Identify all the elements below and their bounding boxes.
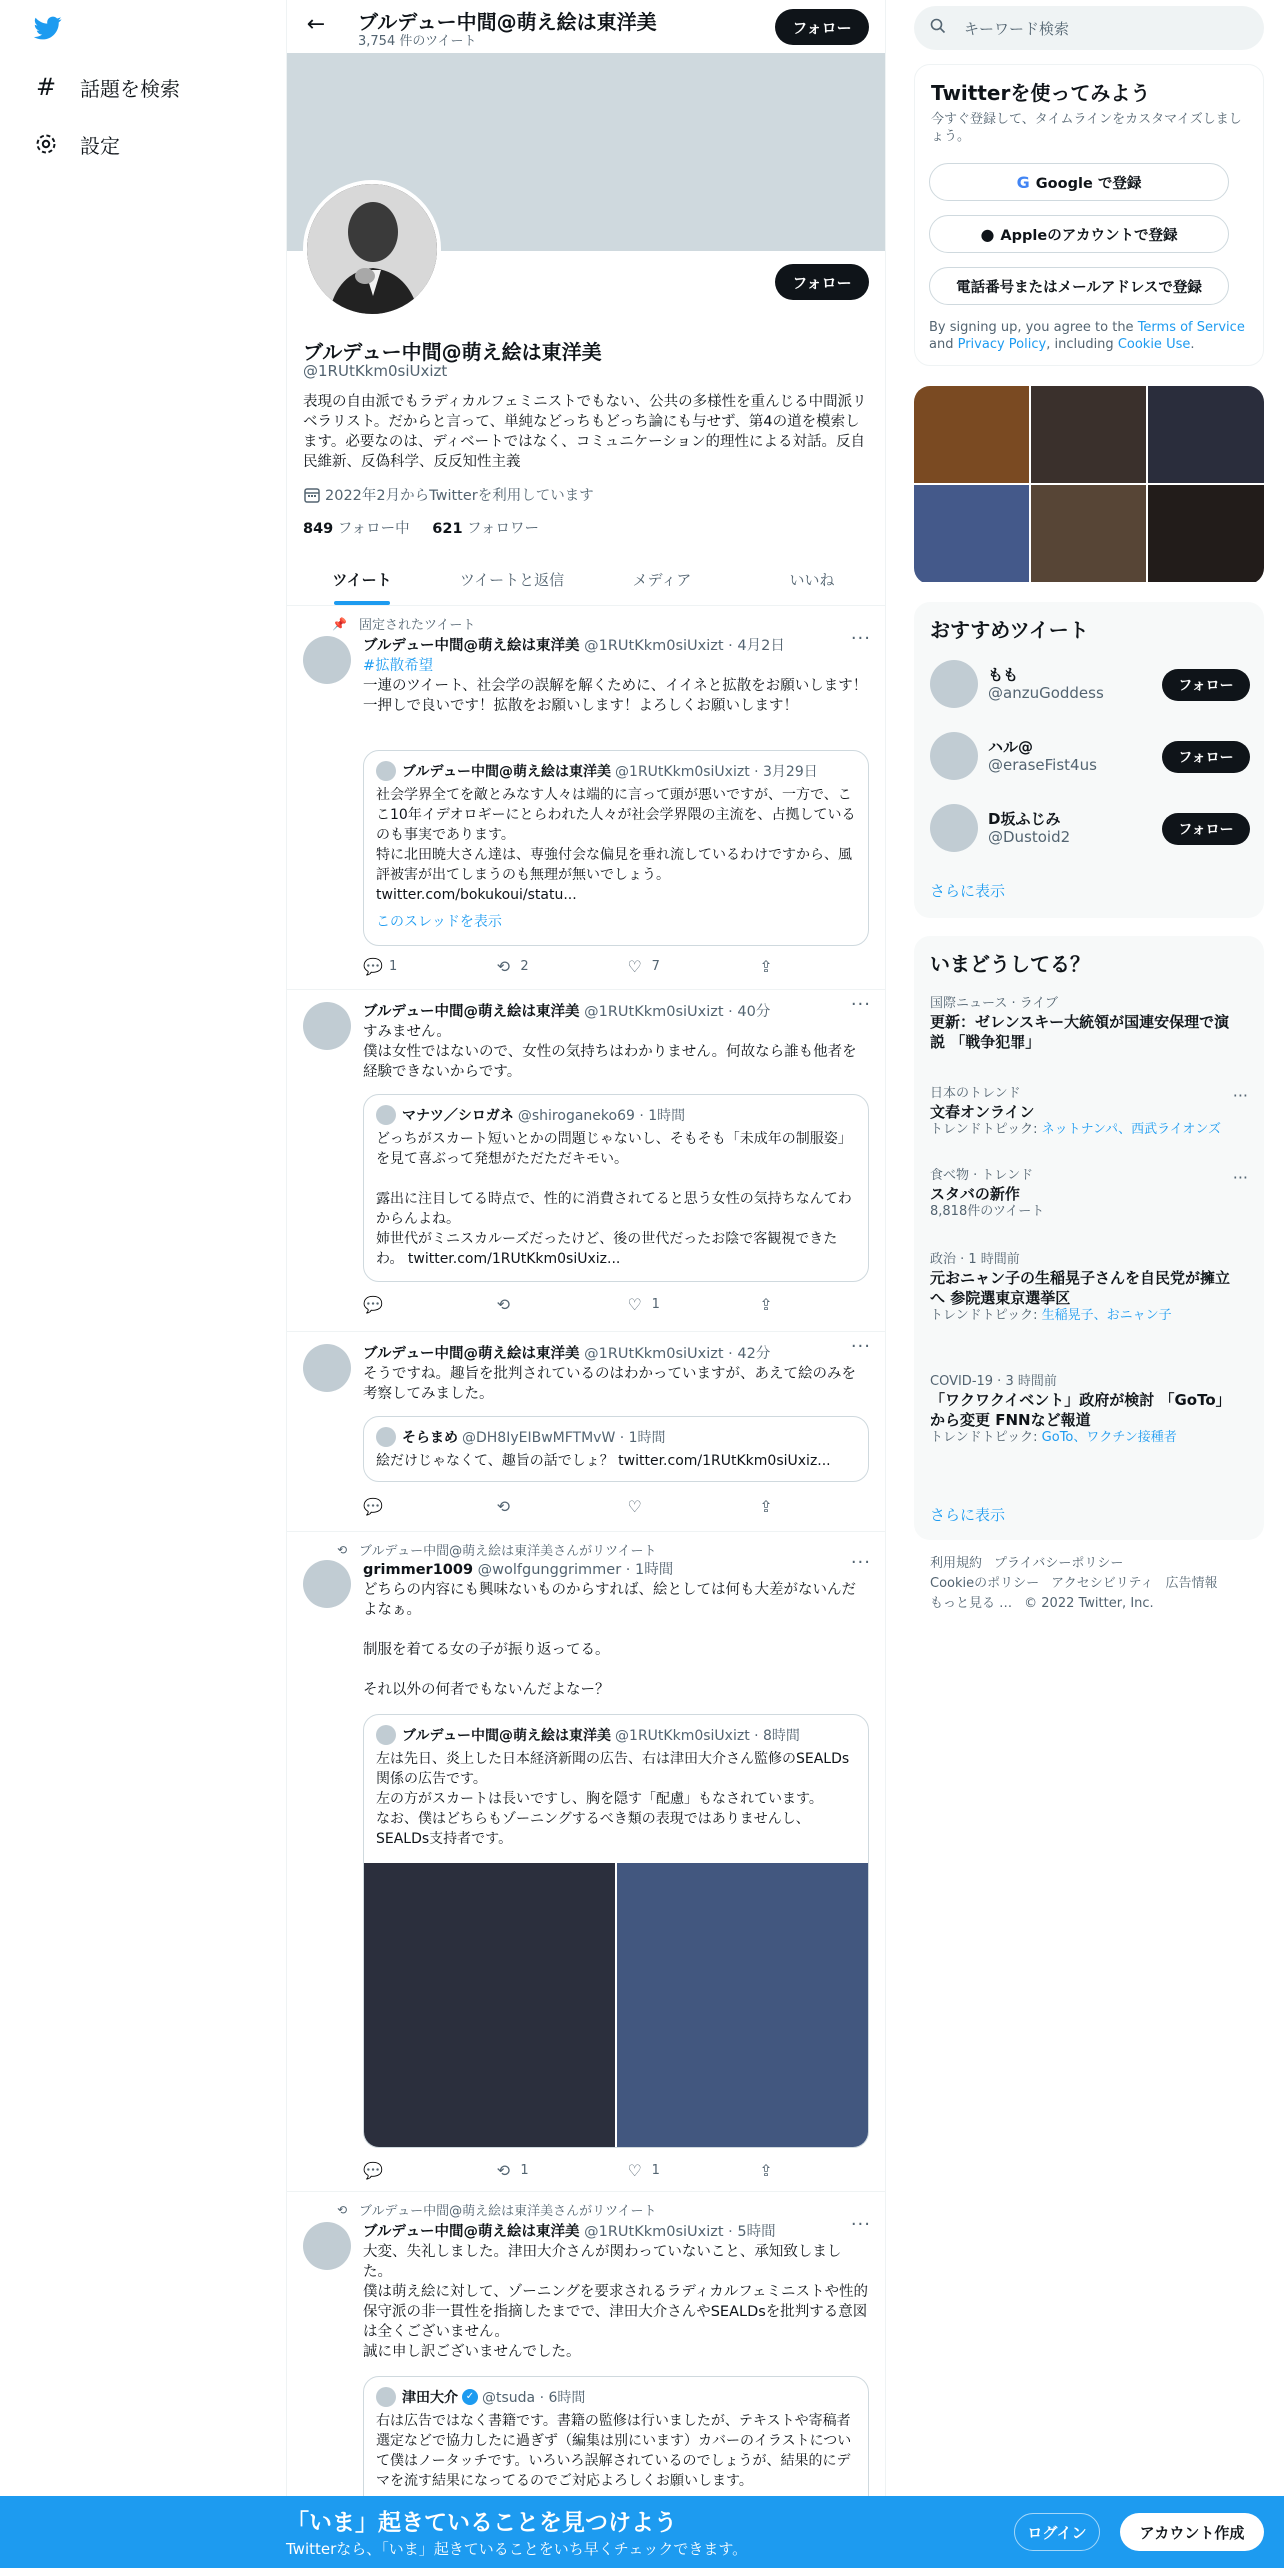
- google-signup-button[interactable]: G Google で登録: [929, 163, 1229, 201]
- avatar[interactable]: [303, 1002, 351, 1050]
- followers-link[interactable]: 621 フォロワー: [432, 521, 539, 537]
- nav-explore[interactable]: [32, 67, 180, 107]
- quote-image[interactable]: [617, 1863, 869, 2148]
- media-thumb[interactable]: [1148, 485, 1264, 582]
- reply-button[interactable]: 💬 1: [363, 956, 398, 976]
- signup-title: Twitterを使ってみよう: [931, 81, 1151, 105]
- reply-button[interactable]: [363, 1496, 494, 1516]
- tab-tweets-replies[interactable]: ツイートと返信: [459, 570, 565, 589]
- tab-media[interactable]: メディア: [632, 570, 692, 589]
- user-suggestion[interactable]: D坂ふじみ @Dustoid2 フォロー: [930, 804, 1250, 854]
- share-button[interactable]: [757, 1496, 783, 1516]
- retweet-button[interactable]: [494, 1496, 625, 1516]
- gear-icon: [32, 130, 60, 158]
- follow-button[interactable]: フォロー: [1162, 669, 1250, 701]
- quoted-tweet[interactable]: [363, 1094, 869, 1282]
- heart-icon: ♡: [627, 2160, 642, 2180]
- nav-settings-label: 設定: [80, 133, 120, 158]
- create-account-button[interactable]: アカウント作成: [1120, 2513, 1264, 2551]
- tweet-text: 大変、失礼しました。津田大介さんが関わっていないこと、承知致しました。 僕は萌え絵に対して、ゾーニングを要求されるラディカルフェミニストや性的保守派の非一貫性を指摘したまでで、津田大介さんやSEALDsを批判する意図は全くございません。 誠に申し訳ございませんでした。: [363, 2244, 869, 2360]
- nav-explore-label: 話題を検索: [80, 76, 180, 101]
- signup-card: [914, 64, 1264, 366]
- more-icon[interactable]: ···: [1232, 1086, 1248, 1105]
- bottom-bar-title: 「いま」起きていることを見つけよう: [286, 2510, 677, 2536]
- heart-icon: ♡: [627, 1496, 642, 1516]
- footer-link[interactable]: プライバシーポリシー: [994, 1556, 1124, 1571]
- user-suggestion[interactable]: もも @anzuGoddess フォロー: [930, 660, 1250, 710]
- tab-tweets[interactable]: ツイート: [287, 553, 437, 605]
- avatar: [376, 1105, 396, 1125]
- tweet-actions: [363, 1496, 783, 1516]
- quote-text: 社会学界全てを敵とみなす人々は端的に言って頭が悪いですが、一方で、ここ10年イデオロギーにとらわれた人々が社会学界隈の主流を、占拠しているのも事実であります。 特に北田暁大さん達は、専強付会な偏見を垂れ流しているわけですから、風評被害が出てしまうのも無理が無いでしょう。 twitter.com/bokukoui/statu...: [376, 787, 856, 903]
- footer-link[interactable]: Cookieのポリシー: [930, 1576, 1040, 1591]
- avatar: [376, 761, 396, 781]
- share-button[interactable]: [757, 956, 783, 976]
- terms-link[interactable]: Terms of Service: [1137, 320, 1245, 335]
- quote-header: そらまめ @DH8IyEIBwMFTMvW · 1時間: [376, 1427, 666, 1447]
- footer-link[interactable]: もっと見る …: [930, 1596, 1013, 1611]
- avatar[interactable]: [930, 660, 978, 708]
- media-grid: [914, 386, 1264, 584]
- media-thumb[interactable]: [914, 485, 1029, 582]
- bottom-bar-subtitle: Twitterなら、「いま」起きていることをいち早くチェックできます。: [286, 2540, 748, 2558]
- reply-icon: 💬: [363, 1496, 383, 1516]
- search-icon: [930, 18, 946, 38]
- search-input[interactable]: キーワード検索: [964, 19, 1070, 38]
- tweet-header: ブルデュー中間@萌え絵は東洋美 @1RUtKkm0siUxizt · 40分: [363, 1004, 771, 1020]
- tweet-header: ブルデュー中間@萌え絵は東洋美 @1RUtKkm0siUxizt · 5時間: [363, 2224, 776, 2240]
- retweet-context: ⟲ ブルデュー中間@萌え絵は東洋美さんがリツイート: [331, 2200, 656, 2219]
- quoted-tweet[interactable]: [363, 1416, 869, 1482]
- tweet-header: ブルデュー中間@萌え絵は東洋美 @1RUtKkm0siUxizt · 42分: [363, 1346, 771, 1362]
- login-button[interactable]: ログイン: [1014, 2513, 1100, 2551]
- like-button[interactable]: [626, 1496, 757, 1516]
- bottom-signup-bar: [0, 2496, 1284, 2568]
- trend-item[interactable]: 食べ物 · トレンド スタバの新作 8,818件のツイート: [930, 1168, 1045, 1219]
- tweet[interactable]: [287, 1532, 886, 2192]
- phone-signup-button[interactable]: 電話番号またはメールアドレスで登録: [929, 267, 1229, 305]
- share-icon: ⇪: [759, 1496, 773, 1516]
- profile-avatar[interactable]: [303, 180, 441, 318]
- tweet-actions: [363, 1294, 783, 1314]
- share-button[interactable]: [757, 2160, 783, 2180]
- hashtag-icon: #: [35, 73, 57, 101]
- signup-subtitle: 今すぐ登録して、タイムラインをカスタマイズしましょう。: [931, 112, 1242, 144]
- trends-card: [914, 936, 1264, 1540]
- recommended-card: [914, 602, 1264, 918]
- heart-icon: ♡: [627, 956, 642, 976]
- pinned-context: 📌 固定されたツイート: [332, 616, 476, 633]
- quote-header: マナツ／シロガネ @shiroganeko69 · 1時間: [376, 1105, 685, 1125]
- retweet-icon: ⟲: [496, 2160, 511, 2180]
- avatar: [376, 2387, 396, 2407]
- avatar[interactable]: [303, 636, 351, 684]
- tweet-text: どちらの内容にも興味ないものからすれば、絵としては何も大差がないんだよなぁ。 制服を着てる女の子が振り返ってる。 それ以外の何者でもないんだよなー？: [363, 1582, 856, 1698]
- reply-button[interactable]: [363, 2160, 494, 2180]
- avatar[interactable]: [303, 1560, 351, 1608]
- media-thumb[interactable]: [914, 386, 1029, 483]
- copyright: © 2022 Twitter, Inc.: [1024, 1596, 1154, 1611]
- share-icon: ⇪: [759, 2160, 773, 2180]
- tweet-text: #拡散希望 一連のツイート、社会学の誤解を解くために、イイネと拡散をお願いします！ 一押しで良いです！拡散をお願いします！よろしくお願いします！: [363, 658, 868, 714]
- apple-icon: ●: [980, 224, 995, 244]
- quoted-tweet[interactable]: [363, 750, 869, 946]
- retweet-icon: ⟲: [336, 1542, 347, 1557]
- share-button[interactable]: [757, 1294, 783, 1314]
- profile-tabs: [287, 553, 886, 606]
- recommended-title: おすすめツイート: [930, 618, 1089, 642]
- retweet-button[interactable]: [494, 1294, 625, 1314]
- user-suggestion[interactable]: ハル@ @eraseFist4us フォロー: [930, 732, 1250, 782]
- profile-stats: [303, 517, 539, 538]
- tweet-header: ブルデュー中間@萌え絵は東洋美 @1RUtKkm0siUxizt · 4月2日: [363, 638, 785, 654]
- tweet[interactable]: [287, 606, 886, 990]
- media-thumb[interactable]: [1031, 386, 1146, 483]
- retweet-button[interactable]: ⟲ 2: [494, 956, 625, 976]
- more-icon[interactable]: ···: [850, 1336, 871, 1357]
- reply-icon: 💬: [363, 956, 383, 976]
- quoted-tweet[interactable]: [363, 1714, 869, 2148]
- tab-likes[interactable]: いいね: [789, 570, 835, 589]
- trend-item[interactable]: 国際ニュース · ライブ 更新：ゼレンスキー大統領が国連安保理で演説 「戦争犯罪」: [930, 996, 1230, 1051]
- footer-links: [930, 1554, 1260, 1614]
- signup-terms: By signing up, you agree to the Terms of Service and Privacy Policy, including Cookie Use.: [929, 320, 1245, 352]
- nav-settings[interactable]: [32, 124, 120, 164]
- retweet-button[interactable]: ⟲ 1: [494, 2160, 625, 2180]
- header-name: ブルデュー中間@萌え絵は東洋美: [358, 10, 657, 34]
- main-column: [286, 0, 886, 2568]
- tweet-text: そうですね。趣旨を批判されているのはわかっていますが、あえて絵のみを考察してみました。: [363, 1366, 856, 1402]
- quote-image[interactable]: [364, 1863, 615, 2148]
- reply-icon: 💬: [363, 1294, 383, 1314]
- share-icon: ⇪: [759, 1294, 773, 1314]
- quote-text: どっちがスカート短いとかの問題じゃないし、そもそも「未成年の制服姿」を見て喜ぶって発想がただただキモい。 露出に注目してる時点で、性的に消費されてると思う女性の気持ちなんてわからんよね。 姉世代がミニスカルーズだったけど、後の世代だったお陰で客観視できたわ。 twitter.com/1RUtKkm0siUxiz...: [376, 1131, 852, 1267]
- heart-icon: ♡: [627, 1294, 642, 1314]
- tweet-actions: [363, 956, 783, 976]
- show-more-link[interactable]: さらに表示: [930, 1506, 1006, 1524]
- media-thumb[interactable]: [1031, 485, 1146, 582]
- like-button[interactable]: ♡ 1: [627, 1294, 660, 1314]
- retweet-icon: ⟲: [496, 1294, 511, 1314]
- more-icon[interactable]: ···: [850, 1552, 871, 1573]
- tweet-text: すみません。 僕は女性ではないので、女性の気持ちはわかりません。何故なら誰も他者を経験できないからです。: [363, 1024, 857, 1080]
- retweet-icon: ⟲: [496, 1496, 511, 1516]
- like-button[interactable]: ♡ 1: [627, 2160, 660, 2180]
- profile-joined: [303, 484, 594, 505]
- avatar: [376, 1725, 396, 1745]
- privacy-link[interactable]: Privacy Policy: [957, 337, 1047, 352]
- back-arrow-icon[interactable]: ←: [306, 12, 326, 37]
- avatar[interactable]: [303, 1344, 351, 1392]
- retweet-context: ⟲ ブルデュー中間@萌え絵は東洋美さんがリツイート: [331, 1540, 656, 1559]
- reply-button[interactable]: [363, 1294, 494, 1314]
- media-thumb[interactable]: [1148, 386, 1264, 483]
- footer-link[interactable]: 広告情報: [1165, 1576, 1218, 1591]
- avatar[interactable]: [930, 804, 978, 852]
- calendar-icon: [303, 486, 321, 504]
- cookie-link[interactable]: Cookie Use: [1117, 337, 1191, 352]
- header-tweet-count: 3,754 件のツイート: [358, 34, 477, 49]
- quote-text: 絵だけじゃなくて、趣旨の話でしょ？ twitter.com/1RUtKkm0siUxiz...: [376, 1453, 831, 1469]
- retweet-icon: ⟲: [496, 956, 511, 976]
- share-icon: ⇪: [759, 956, 773, 976]
- more-icon[interactable]: ···: [1232, 1168, 1248, 1187]
- footer-link[interactable]: アクセシビリティ: [1051, 1576, 1154, 1591]
- follow-button[interactable]: フォロー: [1162, 813, 1250, 845]
- left-nav: [0, 0, 286, 2568]
- trend-item[interactable]: 日本のトレンド 文春オンライン トレンドトピック: ネットナンパ、西武ライオンズ: [930, 1086, 1221, 1137]
- quote-text: 右は広告ではなく書籍です。書籍の監修は行いましたが、テキストや寄稿者選定などで協力したに過ぎず（編集は別にいます）カバーのイラストについて僕はノータッチです。いろいろ誤解されているのでしょうが、結果的にデマを流す結果になってるのでご対応よろしくお願いします。: [376, 2413, 852, 2489]
- quote-text: 左は先日、炎上した日本経済新聞の広告、右は津田大介さん監修のSEALDs関係の広告です。 左の方がスカートは長いですし、胸を隠す「配慮」もなされています。 なお、僕はどちらもゾーニングするべき類の表現ではありませんし、SEALDs支持者です。: [376, 1751, 850, 1847]
- footer-link[interactable]: 利用規約: [930, 1556, 983, 1571]
- profile-handle: @1RUtKkm0siUxizt: [303, 362, 448, 380]
- reply-icon: 💬: [363, 2160, 383, 2180]
- quote-header: 津田大介 ✓ @tsuda · 6時間: [376, 2387, 585, 2407]
- apple-signup-button[interactable]: ● Appleのアカウントで登録: [929, 215, 1229, 253]
- profile-follow-button[interactable]: フォロー: [775, 264, 869, 300]
- trend-item[interactable]: COVID-19 · 3 時間前 「ワクワクイベント」政府が検討 「GoTo」から変更 FNNなど報道 トレンドトピック: GoTo、ワクチン接種者: [930, 1374, 1224, 1445]
- show-thread-link[interactable]: このスレッドを表示: [376, 914, 502, 930]
- quote-header: ブルデュー中間@萌え絵は東洋美 @1RUtKkm0siUxizt · 8時間: [376, 1725, 800, 1745]
- tweet-actions: [363, 2160, 783, 2180]
- tweet[interactable]: [287, 1332, 886, 1532]
- trends-title: いまどうしてる？: [930, 952, 1090, 976]
- trend-item[interactable]: 政治 · 1 時間前 元おニャン子の生稲晃子さんを自民党が擁立へ 参院選東京選挙区 トレンドトピック: 生稲晃子、おニャン子: [930, 1252, 1231, 1323]
- pin-icon: 📌: [332, 616, 347, 631]
- verified-badge-icon: ✓: [462, 2389, 478, 2405]
- following-link[interactable]: 849 フォロー中: [303, 521, 410, 537]
- google-icon: G: [1016, 172, 1030, 192]
- retweet-icon: ⟲: [336, 2202, 347, 2217]
- avatar[interactable]: [930, 732, 978, 780]
- tweet[interactable]: [287, 990, 886, 1332]
- quote-header: ブルデュー中間@萌え絵は東洋美 @1RUtKkm0siUxizt · 3月29日: [376, 761, 818, 781]
- profile-name: ブルデュー中間@萌え絵は東洋美: [303, 340, 602, 364]
- more-icon[interactable]: ···: [850, 994, 871, 1015]
- show-more-link[interactable]: さらに表示: [930, 882, 1006, 900]
- search-box[interactable]: [914, 6, 1264, 50]
- twitter-logo-icon[interactable]: [32, 14, 64, 42]
- avatar: [376, 1427, 396, 1447]
- profile-bio: 表現の自由派でもラディカルフェミニストでもない、公共の多様性を重んじる中間派リベラリスト。だからと言って、単純などっちもどっち論にも与せず、第4の道を模索します。必要なのは、ディベートではなく、コミュニケーション的理性による対話。反自民維新、反偽科学、反反知性主義: [303, 394, 867, 470]
- follow-button[interactable]: フォロー: [1162, 741, 1250, 773]
- header-follow-button[interactable]: フォロー: [775, 9, 869, 45]
- more-icon[interactable]: ···: [850, 628, 871, 649]
- tweet-header: grimmer1009 @wolfgunggrimmer · 1時間: [363, 1562, 674, 1578]
- joined-text: 2022年2月からTwitterを利用しています: [325, 488, 594, 504]
- like-button[interactable]: ♡ 7: [627, 956, 660, 976]
- more-icon[interactable]: ···: [850, 2214, 871, 2235]
- profile-header-bar: [287, 0, 886, 53]
- avatar[interactable]: [303, 2222, 351, 2270]
- right-sidebar: [914, 0, 1264, 2568]
